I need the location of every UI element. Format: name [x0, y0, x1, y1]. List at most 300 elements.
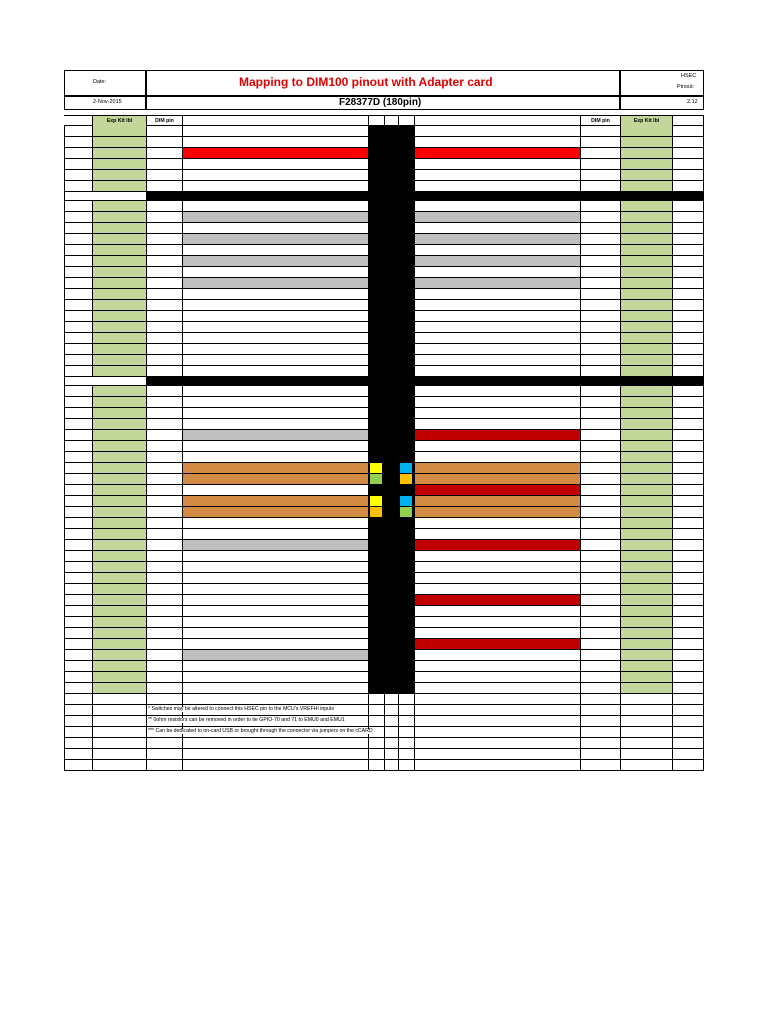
switch-col-1	[368, 366, 384, 376]
exp-kit-right-header: Exp Kit lbl	[620, 116, 672, 126]
switch-col-3	[398, 322, 414, 332]
switch-col-3	[398, 430, 414, 440]
empty-cell	[368, 694, 384, 704]
dim-pin-right	[580, 595, 620, 605]
switch-col-3	[398, 573, 414, 583]
signal-left	[182, 148, 368, 158]
dim-pin-right	[580, 419, 620, 429]
blank-cell	[64, 628, 92, 638]
switch-col-2	[384, 540, 398, 550]
table-row	[64, 322, 704, 333]
table-row	[64, 408, 704, 419]
switch-col-2	[384, 212, 398, 222]
dim-pin-right	[580, 159, 620, 169]
signal-left	[182, 234, 368, 244]
signal-left	[182, 562, 368, 572]
dim-pin-right	[580, 355, 620, 365]
trailing-cell	[672, 386, 704, 396]
switch-col-2	[384, 289, 398, 299]
trailing-cell	[672, 474, 704, 484]
trailing-cell	[672, 606, 704, 616]
exp-kit-left	[92, 137, 146, 147]
signal-right	[414, 366, 580, 376]
switch-indicator-left	[370, 463, 382, 473]
table-row	[64, 683, 704, 694]
table-row	[64, 355, 704, 366]
dim-pin-left-header: DIM pin	[146, 116, 182, 126]
switch-col-3	[398, 181, 414, 191]
exp-kit-left	[92, 485, 146, 495]
table-row	[64, 518, 704, 529]
signal-right	[414, 126, 580, 136]
switch-col-3	[398, 234, 414, 244]
switch-col-2	[384, 430, 398, 440]
dim-pin-left	[146, 223, 182, 233]
table-row	[64, 148, 704, 159]
table-row	[64, 159, 704, 170]
switch-col-2	[384, 201, 398, 211]
exp-kit-left	[92, 474, 146, 484]
dim-pin-left	[146, 344, 182, 354]
exp-kit-left	[92, 322, 146, 332]
empty-cell	[672, 749, 704, 759]
signal-right	[414, 551, 580, 561]
signal-left	[182, 344, 368, 354]
trailing-cell	[672, 355, 704, 365]
version-value: 2.12	[687, 99, 698, 105]
empty-cell	[414, 727, 580, 737]
exp-kit-left	[92, 148, 146, 158]
signal-right	[414, 518, 580, 528]
empty-cell	[64, 738, 92, 748]
trailing-cell	[672, 551, 704, 561]
separator-left-gap	[64, 377, 146, 385]
exp-kit-left	[92, 672, 146, 682]
blank-cell	[64, 507, 92, 517]
dim-pin-left	[146, 518, 182, 528]
table-row	[64, 397, 704, 408]
separator-row	[64, 377, 704, 386]
exp-kit-left	[92, 683, 146, 693]
signal-left	[182, 419, 368, 429]
dim-pin-right	[580, 496, 620, 506]
signal-right	[414, 201, 580, 211]
switch-col-3	[398, 159, 414, 169]
dim-pin-left	[146, 595, 182, 605]
signal-right	[414, 223, 580, 233]
empty-cell	[368, 738, 384, 748]
exp-kit-left	[92, 355, 146, 365]
switch-col-1	[368, 212, 384, 222]
signal-right	[414, 595, 580, 605]
empty-cell	[398, 749, 414, 759]
signal-right	[414, 485, 580, 495]
dim-pin-left	[146, 441, 182, 451]
switch-col-1	[368, 573, 384, 583]
signal-right	[414, 245, 580, 255]
dim-pin-left	[146, 617, 182, 627]
switch-col-3	[398, 595, 414, 605]
signal-left	[182, 397, 368, 407]
signal-left	[182, 595, 368, 605]
dim-pin-right	[580, 366, 620, 376]
dim-pin-left	[146, 551, 182, 561]
empty-cell	[64, 705, 92, 715]
exp-kit-right	[620, 223, 672, 233]
switch-col-2	[384, 606, 398, 616]
switch-col-3	[398, 441, 414, 451]
blank-cell	[64, 606, 92, 616]
trailing-cell	[672, 430, 704, 440]
trailing-cell	[672, 159, 704, 169]
dim-pin-left	[146, 540, 182, 550]
empty-row	[64, 716, 704, 727]
exp-kit-right	[620, 430, 672, 440]
switch-col-3	[398, 366, 414, 376]
exp-kit-right	[620, 201, 672, 211]
signal-right	[414, 529, 580, 539]
blank-cell	[64, 212, 92, 222]
table-row	[64, 584, 704, 595]
empty-cell	[92, 727, 146, 737]
signal-left	[182, 584, 368, 594]
signal-left	[182, 311, 368, 321]
exp-kit-left	[92, 463, 146, 473]
dim-pin-right	[580, 562, 620, 572]
exp-kit-right	[620, 344, 672, 354]
table-row	[64, 170, 704, 181]
signal-left	[182, 529, 368, 539]
signal-left	[182, 650, 368, 660]
dim-pin-right	[580, 573, 620, 583]
exp-kit-right	[620, 683, 672, 693]
exp-kit-left	[92, 212, 146, 222]
trailing-cell	[672, 419, 704, 429]
signal-left	[182, 672, 368, 682]
exp-kit-left	[92, 518, 146, 528]
empty-row	[64, 749, 704, 760]
exp-kit-left	[92, 344, 146, 354]
trailing-cell	[672, 212, 704, 222]
switch-col-1	[368, 540, 384, 550]
exp-kit-left	[92, 311, 146, 321]
table-row	[64, 311, 704, 322]
date-label: Date:	[93, 79, 107, 85]
signal-left	[182, 170, 368, 180]
exp-kit-right	[620, 181, 672, 191]
signal-left	[182, 430, 368, 440]
empty-cell	[384, 716, 398, 726]
empty-cell	[672, 727, 704, 737]
blank-cell	[64, 485, 92, 495]
exp-kit-right	[620, 245, 672, 255]
empty-cell	[398, 760, 414, 770]
empty-cell	[620, 694, 672, 704]
switch-col-3	[398, 256, 414, 266]
switch-col-3	[398, 245, 414, 255]
date-value: 2-Nov-2015	[93, 99, 122, 105]
switch-col-header-1	[368, 116, 384, 126]
exp-kit-left	[92, 181, 146, 191]
exp-kit-right	[620, 584, 672, 594]
signal-left	[182, 181, 368, 191]
table-row	[64, 366, 704, 377]
signal-left	[182, 452, 368, 462]
dim-pin-left	[146, 333, 182, 343]
exp-kit-right	[620, 267, 672, 277]
empty-cell	[414, 705, 580, 715]
switch-col-3	[398, 639, 414, 649]
switch-col-1	[368, 672, 384, 682]
exp-kit-left	[92, 300, 146, 310]
exp-kit-right	[620, 441, 672, 451]
empty-cell	[384, 738, 398, 748]
trailing-cell	[672, 562, 704, 572]
exp-kit-left	[92, 452, 146, 462]
empty-row	[64, 727, 704, 738]
switch-col-2	[384, 322, 398, 332]
blank-cell	[64, 289, 92, 299]
blank-cell	[64, 344, 92, 354]
switch-col-2	[384, 529, 398, 539]
dim-pin-left	[146, 628, 182, 638]
exp-kit-right	[620, 355, 672, 365]
dim-pin-right	[580, 540, 620, 550]
blank-cell	[64, 463, 92, 473]
subtitle-cell	[146, 96, 620, 110]
switch-col-2	[384, 485, 398, 495]
empty-cell	[672, 694, 704, 704]
empty-cell	[414, 738, 580, 748]
signal-left	[182, 463, 368, 473]
table-row	[64, 529, 704, 540]
blank-cell	[64, 245, 92, 255]
empty-row	[64, 705, 704, 716]
dim-pin-right	[580, 311, 620, 321]
blank-cell	[64, 223, 92, 233]
signal-right	[414, 234, 580, 244]
switch-col-1	[368, 683, 384, 693]
exp-kit-right	[620, 551, 672, 561]
date-label-cell	[64, 70, 146, 96]
dim-pin-right	[580, 170, 620, 180]
switch-col-1	[368, 661, 384, 671]
switch-col-2	[384, 256, 398, 266]
dim-pin-right-header: DIM pin	[580, 116, 620, 126]
signal-left	[182, 267, 368, 277]
empty-cell	[182, 760, 368, 770]
dim-pin-left	[146, 212, 182, 222]
empty-cell	[182, 694, 368, 704]
dim-pin-left	[146, 311, 182, 321]
switch-col-1	[368, 344, 384, 354]
blank-cell	[64, 333, 92, 343]
dim-pin-left	[146, 137, 182, 147]
switch-col-1	[368, 148, 384, 158]
dim-pin-left	[146, 148, 182, 158]
table-row	[64, 300, 704, 311]
dim-pin-right	[580, 289, 620, 299]
signal-right	[414, 278, 580, 288]
date-value-cell	[64, 96, 146, 110]
exp-kit-left-header: Exp Kit lbl	[92, 116, 146, 126]
switch-col-3	[398, 201, 414, 211]
switch-col-1	[368, 170, 384, 180]
switch-col-2	[384, 355, 398, 365]
table-row	[64, 595, 704, 606]
exp-kit-left	[92, 333, 146, 343]
blank-cell	[64, 573, 92, 583]
blank-cell	[64, 267, 92, 277]
empty-cell	[414, 694, 580, 704]
exp-kit-right	[620, 386, 672, 396]
dim-pin-right	[580, 201, 620, 211]
dim-pin-right	[580, 661, 620, 671]
exp-kit-left	[92, 441, 146, 451]
trailing-cell	[672, 223, 704, 233]
empty-cell	[580, 716, 620, 726]
switch-col-2	[384, 386, 398, 396]
trailing-cell	[672, 661, 704, 671]
exp-kit-right	[620, 661, 672, 671]
page-subtitle: F28377D (180pin)	[339, 97, 422, 108]
switch-col-2	[384, 562, 398, 572]
footnote: * Switches may be altered to connect this HSEC pin to the MCU's VREFHI inputs	[148, 706, 335, 712]
switch-col-1	[368, 430, 384, 440]
dim-pin-left	[146, 126, 182, 136]
table-row	[64, 212, 704, 223]
signal-right-header	[414, 116, 580, 126]
table-row	[64, 344, 704, 355]
signal-right	[414, 672, 580, 682]
dim-pin-right	[580, 300, 620, 310]
exp-kit-left	[92, 397, 146, 407]
dim-pin-left	[146, 650, 182, 660]
trailing-cell	[672, 650, 704, 660]
table-row	[64, 386, 704, 397]
table-row	[64, 661, 704, 672]
switch-col-2	[384, 300, 398, 310]
signal-left	[182, 223, 368, 233]
dim-pin-left	[146, 267, 182, 277]
signal-right	[414, 148, 580, 158]
switch-col-3	[398, 617, 414, 627]
signal-right	[414, 507, 580, 517]
switch-col-3	[398, 170, 414, 180]
blank-cell	[64, 430, 92, 440]
trailing-cell	[672, 322, 704, 332]
switch-col-2	[384, 573, 398, 583]
signal-right	[414, 311, 580, 321]
exp-kit-left	[92, 256, 146, 266]
dim-pin-left	[146, 300, 182, 310]
signal-left-header	[182, 116, 368, 126]
exp-kit-right	[620, 474, 672, 484]
trailing-cell	[672, 595, 704, 605]
switch-col-1	[368, 650, 384, 660]
empty-cell	[620, 727, 672, 737]
blank-cell	[64, 441, 92, 451]
table-row	[64, 474, 704, 485]
exp-kit-right	[620, 617, 672, 627]
trailing-cell	[672, 639, 704, 649]
page-title: Mapping to DIM100 pinout with Adapter card	[239, 75, 493, 89]
exp-kit-left	[92, 223, 146, 233]
signal-left	[182, 639, 368, 649]
dim-pin-left	[146, 606, 182, 616]
empty-cell	[92, 760, 146, 770]
switch-col-header-2	[384, 116, 398, 126]
exp-kit-right	[620, 322, 672, 332]
switch-indicator-left	[370, 474, 382, 484]
empty-cell	[146, 694, 182, 704]
trailing-cell	[672, 408, 704, 418]
switch-col-2	[384, 159, 398, 169]
empty-cell	[368, 716, 384, 726]
switch-col-3	[398, 628, 414, 638]
exp-kit-right	[620, 333, 672, 343]
switch-col-3	[398, 344, 414, 354]
dim-pin-left	[146, 322, 182, 332]
dim-pin-left	[146, 181, 182, 191]
switch-col-2	[384, 683, 398, 693]
switch-col-1	[368, 419, 384, 429]
table-row	[64, 551, 704, 562]
trailing-cell	[672, 245, 704, 255]
empty-cell	[580, 694, 620, 704]
exp-kit-right	[620, 256, 672, 266]
exp-kit-right	[620, 300, 672, 310]
trailing-cell	[672, 278, 704, 288]
signal-left	[182, 540, 368, 550]
empty-cell	[182, 738, 368, 748]
empty-cell	[64, 760, 92, 770]
blank-cell	[64, 256, 92, 266]
table-row	[64, 201, 704, 212]
exp-kit-right	[620, 518, 672, 528]
table-row	[64, 540, 704, 551]
empty-cell	[92, 694, 146, 704]
dim-pin-right	[580, 344, 620, 354]
blank-cell	[64, 683, 92, 693]
trailing-cell	[672, 518, 704, 528]
dim-pin-left	[146, 386, 182, 396]
switch-col-3	[398, 683, 414, 693]
dim-pin-left	[146, 201, 182, 211]
table-row	[64, 245, 704, 256]
switch-col-1	[368, 408, 384, 418]
blank-cell	[64, 234, 92, 244]
switch-col-1	[368, 278, 384, 288]
table-row	[64, 650, 704, 661]
table-row	[64, 234, 704, 245]
exp-kit-right	[620, 562, 672, 572]
switch-col-3	[398, 606, 414, 616]
exp-kit-left	[92, 650, 146, 660]
table-row	[64, 126, 704, 137]
signal-right	[414, 617, 580, 627]
dim-pin-right	[580, 408, 620, 418]
blank-cell	[64, 474, 92, 484]
signal-left	[182, 201, 368, 211]
empty-row	[64, 738, 704, 749]
switch-col-2	[384, 463, 398, 473]
signal-right	[414, 584, 580, 594]
switch-col-3	[398, 137, 414, 147]
switch-col-1	[368, 137, 384, 147]
switch-col-1	[368, 441, 384, 451]
dim-pin-right	[580, 518, 620, 528]
